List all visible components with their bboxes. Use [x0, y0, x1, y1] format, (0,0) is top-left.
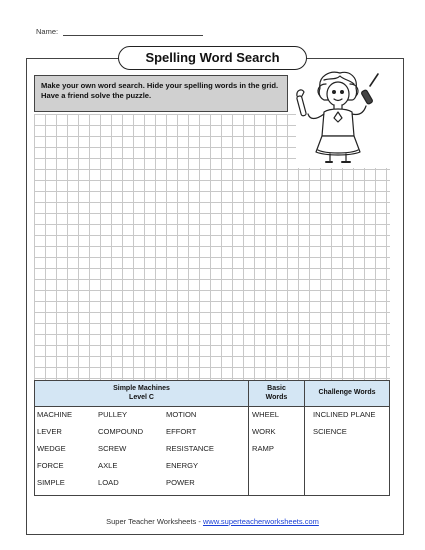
grid-line: [353, 168, 354, 380]
grid-line: [144, 114, 145, 380]
word-bank-word: LOAD: [98, 478, 119, 487]
word-bank-word: ENERGY: [166, 461, 199, 470]
grid-line: [34, 158, 296, 159]
simple-machines-header: [35, 381, 249, 407]
word-bank-word: WEDGE: [37, 444, 66, 453]
grid-line: [34, 180, 390, 181]
grid-line: [166, 114, 167, 380]
grid-line: [45, 114, 46, 380]
grid-line: [34, 224, 390, 225]
grid-line: [100, 114, 101, 380]
grid-line: [34, 257, 390, 258]
grid-line: [309, 168, 310, 380]
grid-line: [67, 114, 68, 380]
grid-line: [34, 367, 390, 368]
word-bank-word: FORCE: [37, 461, 64, 470]
word-bank-word: MOTION: [166, 410, 197, 419]
grid-line: [287, 114, 288, 380]
word-bank-word: INCLINED PLANE: [313, 410, 376, 419]
column-divider: [304, 407, 305, 495]
instructions-box: Make your own word search. Hide your spelling words in the grid. Have a friend solve the puzzle.: [34, 75, 288, 112]
grid-line: [331, 168, 332, 380]
grid-line: [254, 114, 255, 380]
grid-line: [177, 114, 178, 380]
grid-line: [122, 114, 123, 380]
word-bank-table: [34, 380, 390, 496]
grid-line: [34, 136, 296, 137]
grid-line: [133, 114, 134, 380]
grid-line: [221, 114, 222, 380]
basic-words-header: [249, 381, 305, 407]
word-bank-word: POWER: [166, 478, 195, 487]
grid-line: [34, 334, 390, 335]
grid-line: [320, 168, 321, 380]
grid-line: [111, 114, 112, 380]
grid-line: [34, 147, 296, 148]
grid-line: [298, 168, 299, 380]
grid-line: [34, 268, 390, 269]
grid-line: [34, 125, 296, 126]
grid-line: [364, 168, 365, 380]
simple-machines-header-title: Simple Machines: [113, 385, 170, 392]
grid-line: [34, 279, 390, 280]
grid-line: [188, 114, 189, 380]
grid-line: [89, 114, 90, 380]
grid-line: [34, 213, 390, 214]
grid-line: [78, 114, 79, 380]
word-bank-word: SCIENCE: [313, 427, 347, 436]
word-bank-word: COMPOUND: [98, 427, 144, 436]
grid-line: [276, 114, 277, 380]
grid-line: [34, 290, 390, 291]
worksheet-title: Spelling Word Search: [118, 46, 307, 70]
word-bank-word: SCREW: [98, 444, 127, 453]
grid-line: [375, 168, 376, 380]
grid-line: [34, 356, 390, 357]
grid-line: [34, 301, 390, 302]
word-bank-word: LEVER: [37, 427, 62, 436]
grid-line: [210, 114, 211, 380]
name-line[interactable]: [63, 35, 203, 36]
grid-line: [34, 378, 390, 379]
footer-prefix: Super Teacher Worksheets -: [106, 517, 203, 526]
grid-line: [243, 114, 244, 380]
grid-line: [34, 169, 390, 170]
grid-line: [386, 168, 387, 380]
word-bank-word: PULLEY: [98, 410, 128, 419]
grid-line: [155, 114, 156, 380]
column-divider: [248, 407, 249, 495]
challenge-words-header: Challenge Words: [305, 381, 389, 407]
word-bank-word: AXLE: [98, 461, 118, 470]
grid-line: [34, 345, 390, 346]
word-bank-word: WORK: [252, 427, 276, 436]
grid-line: [199, 114, 200, 380]
grid-line: [56, 114, 57, 380]
simple-machines-header-level: Level C: [129, 394, 154, 401]
girl-mechanic-illustration: [296, 70, 380, 166]
grid-line: [34, 202, 390, 203]
grid-line: [34, 312, 390, 313]
word-bank-word: MACHINE: [37, 410, 73, 419]
grid-line: [34, 323, 390, 324]
word-bank-word: WHEEL: [252, 410, 280, 419]
name-label: Name:: [36, 27, 59, 36]
word-bank-word: EFFORT: [166, 427, 197, 436]
word-bank-word: SIMPLE: [37, 478, 65, 487]
grid-line: [34, 191, 390, 192]
grid-line: [342, 168, 343, 380]
word-bank-word: RAMP: [252, 444, 274, 453]
basic-words-header-line1: Basic: [267, 385, 286, 392]
grid-line: [265, 114, 266, 380]
grid-line: [34, 114, 35, 380]
grid-line: [34, 114, 296, 115]
basic-words-header-line2: Words: [265, 394, 288, 401]
footer: [0, 517, 425, 526]
grid-line: [34, 246, 390, 247]
grid-line: [34, 235, 390, 236]
word-bank-word: RESISTANCE: [166, 444, 214, 453]
footer-link[interactable]: www.superteacherworksheets.com: [202, 517, 319, 526]
grid-line: [232, 114, 233, 380]
